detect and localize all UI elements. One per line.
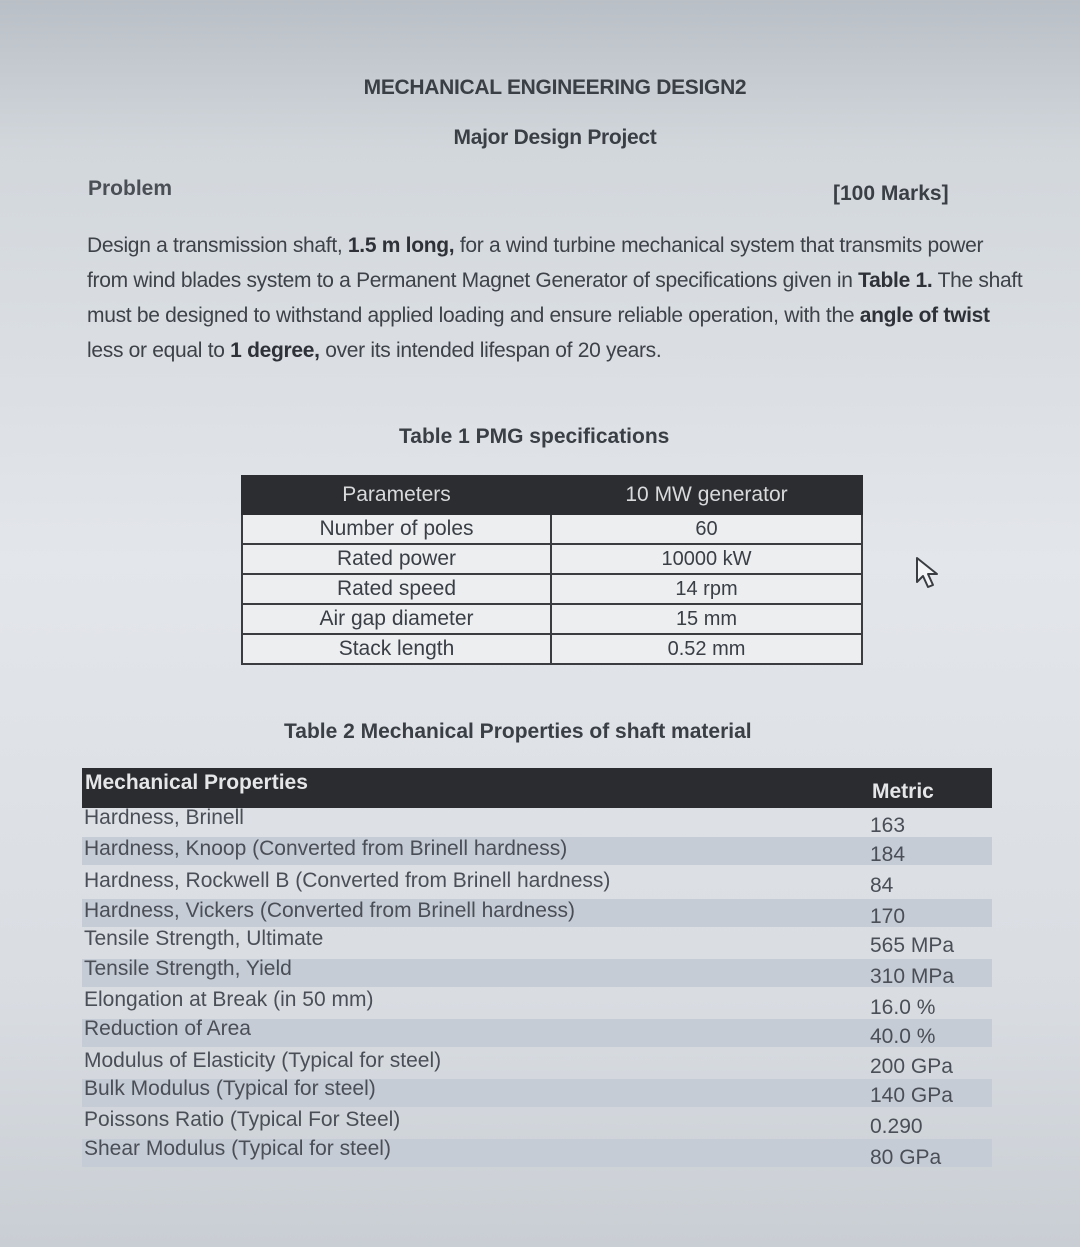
shaft-length: 1.5 m long, bbox=[347, 234, 455, 257]
problem-label: Problem bbox=[88, 177, 173, 200]
property-name: Poissons Ratio (Typical For Steel) bbox=[84, 1108, 401, 1131]
mouse-pointer-icon bbox=[914, 556, 944, 597]
table-cell: 14 rpm bbox=[551, 574, 862, 604]
property-name: Bulk Modulus (Typical for steel) bbox=[84, 1077, 376, 1100]
property-value: 84 bbox=[870, 874, 894, 897]
property-value: 184 bbox=[870, 843, 906, 866]
table1-caption: Table 1 PMG specifications bbox=[399, 425, 670, 448]
table-cell: Rated speed bbox=[242, 574, 551, 604]
table-row bbox=[242, 634, 862, 664]
course-title: MECHANICAL ENGINEERING DESIGN2 bbox=[363, 76, 747, 99]
property-name: Tensile Strength, Yield bbox=[84, 957, 292, 980]
pmg-specifications-table bbox=[241, 475, 863, 665]
property-name: Reduction of Area bbox=[84, 1017, 251, 1040]
table-row bbox=[242, 574, 862, 604]
table-cell: Rated power bbox=[242, 544, 551, 574]
property-value: 40.0 % bbox=[870, 1025, 936, 1048]
table-cell: 15 mm bbox=[551, 604, 862, 634]
property-value: 80 GPa bbox=[870, 1146, 942, 1169]
table-cell: Air gap diameter bbox=[242, 604, 551, 634]
property-name: Elongation at Break (in 50 mm) bbox=[84, 988, 374, 1011]
property-value: 163 bbox=[870, 814, 906, 837]
table-cell: Stack length bbox=[242, 634, 551, 664]
table-cell: 10000 kW bbox=[551, 544, 862, 574]
table2-header-properties: Mechanical Properties bbox=[85, 771, 308, 794]
problem-statement: Design a transmission shaft, 1.5 m long, for a wind turbine mechanical system that transmits power from wind blades system to a Permanent Magnet Generator of specifications given in Table 1. The shaft must be designed to withstand applied loading and ensure reliable operation, with the angle of twist less or equal to 1 degree, over its intended lifespan of 20 years. bbox=[87, 234, 1023, 362]
property-value: 310 MPa bbox=[870, 965, 955, 988]
table1-header-parameters: Parameters bbox=[242, 476, 551, 514]
property-value: 170 bbox=[870, 905, 906, 928]
table-ref: Table 1. bbox=[858, 269, 933, 292]
table-cell: 60 bbox=[551, 514, 862, 544]
table-cell: Number of poles bbox=[242, 514, 551, 544]
property-name: Tensile Strength, Ultimate bbox=[84, 927, 324, 950]
twist-limit: 1 degree, bbox=[230, 339, 320, 362]
property-name: Hardness, Rockwell B (Converted from Brinell hardness) bbox=[84, 869, 611, 892]
property-name: Hardness, Knoop (Converted from Brinell hardness) bbox=[84, 837, 568, 860]
property-value: 16.0 % bbox=[870, 996, 936, 1019]
property-value: 0.290 bbox=[870, 1115, 923, 1138]
table-cell: 0.52 mm bbox=[551, 634, 862, 664]
property-value: 200 GPa bbox=[870, 1055, 953, 1078]
project-title: Major Design Project bbox=[453, 126, 657, 149]
table2-caption: Table 2 Mechanical Properties of shaft material bbox=[284, 720, 752, 743]
property-value: 140 GPa bbox=[870, 1084, 953, 1107]
property-name: Hardness, Brinell bbox=[84, 806, 244, 829]
twist-term: angle of twist bbox=[859, 304, 990, 327]
table-row bbox=[242, 604, 862, 634]
table-row bbox=[242, 514, 862, 544]
property-name: Modulus of Elasticity (Typical for steel) bbox=[84, 1049, 442, 1072]
property-value: 565 MPa bbox=[870, 934, 955, 957]
property-name: Shear Modulus (Typical for steel) bbox=[84, 1137, 391, 1160]
table1-header-generator: 10 MW generator bbox=[551, 476, 862, 514]
property-name: Hardness, Vickers (Converted from Brinell hardness) bbox=[84, 899, 575, 922]
marks-label: [100 Marks] bbox=[833, 182, 949, 205]
table2-header-metric: Metric bbox=[872, 780, 934, 803]
table-row bbox=[242, 544, 862, 574]
